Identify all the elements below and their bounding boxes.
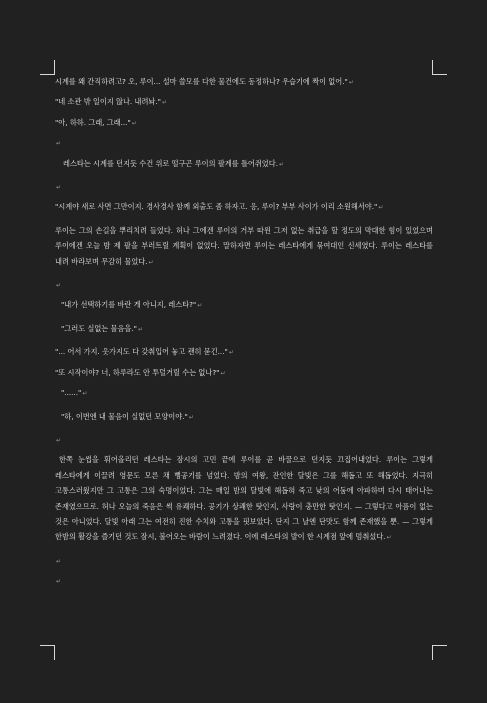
paragraph-mark-icon: ↵ [386,534,392,542]
paragraph-text: 한쪽 눈썹을 휘어올리던 레스타는 잠시의 고민 끝에 루이를 곧 바꿀으로 던지듯 끄집어내었다. 루이는 그렇게 레스타에게 이끌려 영문도 모른 채 뻥공기를 넘었다. 밤의 여왕, 잔인한 달빛은 그를 해돕고 또 해돕었다. 지극히 고통스러웠지만 그 고통은 그의 숙명이었다. 그는 매일 밤의 달빛에 해돕혀 죽고 낮의 어둠에 아파하며 다시 태어나는 존재였으므로. 허나 오늘의 죽음은 썩 유쾌하다. 공기가 상쾌한 탓인지, 사랑이 충만한 탓인지. — 그렇다고 아픔이 없는 것은 아니었다. 달빛 아래 그는 여전히 진한 수치와 고통을 핏보았다. 단지 그 날엔 단맛도 함께 존재했을 뿐. — 그렇게 한밤의 활강을 즐기던 것도 잠시, 불어오는 바람이 느려졌다. 이에 레스타의 발이 한 시계점 앞에 멈춰섰다. [55,455,433,542]
paragraph-mark-icon: ↵ [137,325,143,333]
paragraph-text: 레스타는 시계를 던지듯 수건 위로 떨구곤 루이의 팔계를 틀어쥐었다. [63,158,278,168]
paragraph-mark-icon: ↵ [161,99,167,107]
paragraph-text: "그러도 실없는 물음을." [61,323,137,333]
paragraph-mark-icon: ↵ [197,302,203,310]
paragraph-mark-icon: ↵ [378,204,384,212]
empty-paragraph [55,573,433,589]
paragraph-text: "네 소관 밖 일이지 않나. 내려놔." [55,97,161,107]
crop-mark-bottom-left [40,645,55,660]
paragraph-mark-icon: ↵ [278,160,285,168]
paragraph [55,385,433,401]
paragraph-mark-icon: ↵ [348,79,354,86]
paragraph-mark-icon: ↵ [82,390,88,398]
paragraph-mark-icon: ↵ [131,119,137,127]
paragraph [55,297,433,313]
paragraph-text: "또 시작이야? 너, 하루라도 안 투덜거릴 수는 없나?" [55,367,220,377]
paragraph-text: "......" [61,388,82,398]
crop-mark-top-right [432,60,447,75]
paragraph-mark-icon: ↵ [56,557,62,565]
paragraph-mark-icon: ↵ [56,140,62,148]
paragraph-mark-icon: ↵ [188,413,194,421]
paragraph [55,115,433,131]
empty-paragraph [55,553,433,569]
paragraph [55,344,433,360]
paragraph-mark-icon: ↵ [56,282,62,290]
paragraph-mark-icon: ↵ [56,184,62,192]
paragraph-mark-icon: ↵ [220,369,226,377]
paragraph [55,321,433,337]
empty-paragraph [55,135,433,151]
paragraph [55,199,433,215]
empty-paragraph [55,432,433,448]
paragraph [55,223,433,270]
paragraph-text: "시계야 새로 사면 그만이지. 경사경사 함께 외출도 좀 하자고. 응, 루이? 부부 사이가 이리 소원해서야." [55,202,378,212]
paragraph-text: "내가 선택하기를 바란 게 아니지, 레스타?" [61,300,197,310]
crop-mark-top-left [40,60,55,75]
empty-paragraph [55,277,433,293]
crop-mark-bottom-right [432,645,447,660]
paragraph [55,452,433,545]
empty-paragraph [55,179,433,195]
paragraph [55,156,433,172]
paragraph-text: 루이는 그의 손길을 뿌리치려 들었다. 허나 그에겐 루이의 거부 따윈 그저 없는 취급을 할 정도의 막대한 힘이 있었으며 루이에겐 오늘 밤 제 팔을 부러트릴 계획이 없었다. 말하자면 루이는 레스타에게 묶여대인 신세였다. 루이는 레스타를 내려 바라보며 무감히 물었다. [55,225,433,266]
paragraph [55,94,433,110]
paragraph [55,74,433,90]
paragraph-text: "하, 이번엔 내 물음이 실없던 모양이야." [61,411,188,421]
paragraph-mark-icon: ↵ [148,258,154,266]
paragraph-mark-icon: ↵ [56,436,62,444]
paragraph [55,365,433,381]
paragraph-mark-icon: ↵ [56,578,62,586]
paragraph-mark-icon: ↵ [228,349,234,357]
paragraph-text: "아, 하하. 그래, 그래..." [55,117,131,127]
document-body[interactable] [55,74,433,594]
paragraph-text: 시계를 왜 간직하려고? 오, 루이... 설마 쓸모를 다한 물건에도 동정하나? 우습기에 짝이 없어." [55,77,348,86]
paragraph-text: "... 어서 가지. 옷가지도 다 갖춰입어 놓고 괜히 묻긴..." [55,347,228,357]
paragraph [55,409,433,425]
